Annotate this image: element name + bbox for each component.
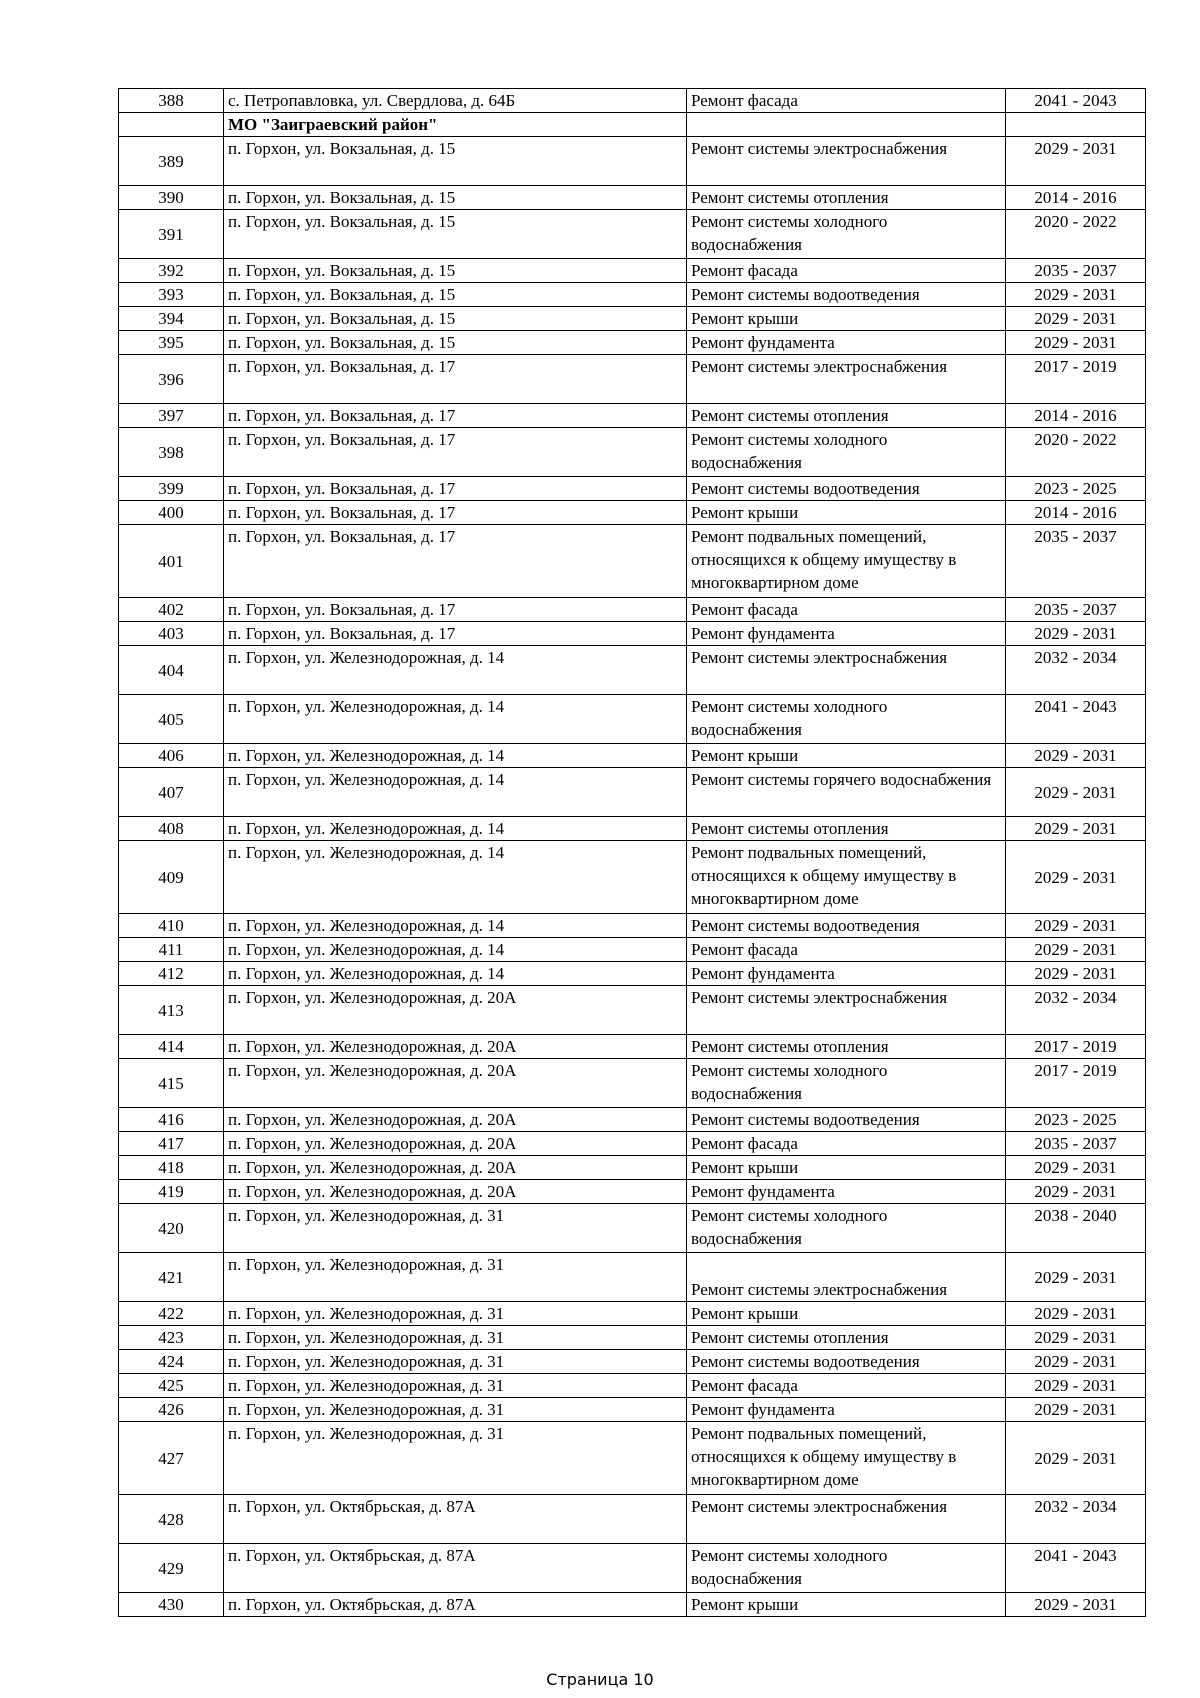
period-cell: 2029 - 2031	[1006, 1374, 1146, 1398]
address-cell: п. Горхон, ул. Железнодорожная, д. 31	[224, 1374, 687, 1398]
work-type-cell: Ремонт системы водоотведения	[687, 477, 1006, 501]
row-number-cell: 422	[119, 1302, 224, 1326]
work-type-cell: Ремонт подвальных помещений, относящихся к общему имуществу в многоквартирном доме	[687, 525, 1006, 598]
row-number-cell: 389	[119, 137, 224, 186]
row-number-cell: 412	[119, 962, 224, 986]
table-row	[119, 841, 1146, 914]
table-row	[119, 598, 1146, 622]
row-number-cell: 403	[119, 622, 224, 646]
address-cell: п. Горхон, ул. Железнодорожная, д. 20А	[224, 1156, 687, 1180]
table-row	[119, 331, 1146, 355]
work-type-cell: Ремонт фундамента	[687, 331, 1006, 355]
table-row	[119, 404, 1146, 428]
table-row	[119, 1593, 1146, 1617]
period-cell: 2029 - 2031	[1006, 744, 1146, 768]
address-cell: п. Горхон, ул. Железнодорожная, д. 14	[224, 841, 687, 914]
row-number-cell: 413	[119, 986, 224, 1035]
period-cell: 2035 - 2037	[1006, 259, 1146, 283]
row-number-cell: 421	[119, 1253, 224, 1302]
address-cell: п. Горхон, ул. Железнодорожная, д. 31	[224, 1302, 687, 1326]
table-row	[119, 646, 1146, 695]
period-cell: 2041 - 2043	[1006, 1544, 1146, 1593]
period-cell	[1006, 113, 1146, 137]
table-row	[119, 501, 1146, 525]
period-cell: 2035 - 2037	[1006, 1132, 1146, 1156]
work-type-cell: Ремонт системы электроснабжения	[687, 355, 1006, 404]
address-cell: п. Горхон, ул. Вокзальная, д. 17	[224, 355, 687, 404]
period-cell: 2032 - 2034	[1006, 1495, 1146, 1544]
address-cell: п. Горхон, ул. Вокзальная, д. 17	[224, 477, 687, 501]
work-type-cell: Ремонт подвальных помещений, относящихся к общему имуществу в многоквартирном доме	[687, 1422, 1006, 1495]
table-row	[119, 307, 1146, 331]
table-row	[119, 1108, 1146, 1132]
table-row	[119, 1156, 1146, 1180]
table-row	[119, 744, 1146, 768]
work-type-cell: Ремонт фасада	[687, 598, 1006, 622]
address-cell: п. Горхон, ул. Железнодорожная, д. 20А	[224, 1108, 687, 1132]
row-number-cell: 416	[119, 1108, 224, 1132]
period-cell: 2023 - 2025	[1006, 1108, 1146, 1132]
address-cell: п. Горхон, ул. Железнодорожная, д. 31	[224, 1398, 687, 1422]
period-cell: 2029 - 2031	[1006, 1180, 1146, 1204]
address-cell: п. Горхон, ул. Железнодорожная, д. 20А	[224, 1035, 687, 1059]
address-cell: п. Горхон, ул. Железнодорожная, д. 31	[224, 1253, 687, 1302]
period-cell: 2041 - 2043	[1006, 695, 1146, 744]
address-cell: п. Горхон, ул. Железнодорожная, д. 31	[224, 1326, 687, 1350]
row-number-cell	[119, 113, 224, 137]
period-cell: 2029 - 2031	[1006, 914, 1146, 938]
work-type-cell: Ремонт крыши	[687, 1156, 1006, 1180]
address-cell: п. Горхон, ул. Железнодорожная, д. 14	[224, 744, 687, 768]
address-cell: п. Горхон, ул. Железнодорожная, д. 31	[224, 1422, 687, 1495]
period-cell: 2035 - 2037	[1006, 525, 1146, 598]
address-cell: п. Горхон, ул. Железнодорожная, д. 14	[224, 695, 687, 744]
address-cell: п. Горхон, ул. Октябрьская, д. 87А	[224, 1544, 687, 1593]
row-number-cell: 397	[119, 404, 224, 428]
period-cell: 2023 - 2025	[1006, 477, 1146, 501]
period-cell: 2029 - 2031	[1006, 817, 1146, 841]
address-cell: п. Горхон, ул. Железнодорожная, д. 14	[224, 646, 687, 695]
work-type-cell: Ремонт фундамента	[687, 1398, 1006, 1422]
section-header-row	[119, 113, 1146, 137]
period-cell: 2032 - 2034	[1006, 986, 1146, 1035]
table-row	[119, 210, 1146, 259]
address-cell: п. Горхон, ул. Железнодорожная, д. 20А	[224, 1132, 687, 1156]
page-number: Страница 10	[546, 1670, 654, 1689]
table-row	[119, 1422, 1146, 1495]
address-cell: п. Горхон, ул. Железнодорожная, д. 20А	[224, 1059, 687, 1108]
row-number-cell: 409	[119, 841, 224, 914]
address-cell: с. Петропавловка, ул. Свердлова, д. 64Б	[224, 89, 687, 113]
row-number-cell: 399	[119, 477, 224, 501]
table-row	[119, 137, 1146, 186]
table-row	[119, 695, 1146, 744]
row-number-cell: 426	[119, 1398, 224, 1422]
period-cell: 2032 - 2034	[1006, 646, 1146, 695]
period-cell: 2041 - 2043	[1006, 89, 1146, 113]
table-row	[119, 622, 1146, 646]
table-body	[119, 89, 1146, 1617]
table-row	[119, 1544, 1146, 1593]
row-number-cell: 405	[119, 695, 224, 744]
address-cell: п. Горхон, ул. Железнодорожная, д. 14	[224, 817, 687, 841]
row-number-cell: 417	[119, 1132, 224, 1156]
table-row	[119, 428, 1146, 477]
period-cell: 2014 - 2016	[1006, 501, 1146, 525]
section-title: МО "Заиграевский район"	[224, 113, 687, 137]
address-cell: п. Горхон, ул. Октябрьская, д. 87А	[224, 1495, 687, 1544]
address-cell: п. Горхон, ул. Вокзальная, д. 15	[224, 210, 687, 259]
period-cell: 2038 - 2040	[1006, 1204, 1146, 1253]
address-cell: п. Горхон, ул. Железнодорожная, д. 20А	[224, 986, 687, 1035]
address-cell: п. Горхон, ул. Вокзальная, д. 17	[224, 622, 687, 646]
period-cell: 2029 - 2031	[1006, 622, 1146, 646]
row-number-cell: 415	[119, 1059, 224, 1108]
address-cell: п. Горхон, ул. Вокзальная, д. 15	[224, 186, 687, 210]
work-type-cell	[687, 113, 1006, 137]
address-cell: п. Горхон, ул. Вокзальная, д. 15	[224, 137, 687, 186]
table-row	[119, 1302, 1146, 1326]
work-type-cell: Ремонт фасада	[687, 1132, 1006, 1156]
work-type-cell: Ремонт системы водоотведения	[687, 1108, 1006, 1132]
work-type-cell: Ремонт крыши	[687, 501, 1006, 525]
work-type-cell: Ремонт системы холодного водоснабжения	[687, 1059, 1006, 1108]
address-cell: п. Горхон, ул. Железнодорожная, д. 20А	[224, 1180, 687, 1204]
work-type-cell: Ремонт крыши	[687, 744, 1006, 768]
work-type-cell: Ремонт системы отопления	[687, 404, 1006, 428]
table-row	[119, 1374, 1146, 1398]
period-cell: 2029 - 2031	[1006, 1398, 1146, 1422]
table-row	[119, 817, 1146, 841]
table-row	[119, 962, 1146, 986]
row-number-cell: 388	[119, 89, 224, 113]
row-number-cell: 404	[119, 646, 224, 695]
row-number-cell: 390	[119, 186, 224, 210]
period-cell: 2029 - 2031	[1006, 938, 1146, 962]
period-cell: 2035 - 2037	[1006, 598, 1146, 622]
row-number-cell: 393	[119, 283, 224, 307]
table-row	[119, 986, 1146, 1035]
row-number-cell: 423	[119, 1326, 224, 1350]
period-cell: 2029 - 2031	[1006, 1302, 1146, 1326]
table-row	[119, 186, 1146, 210]
work-type-cell: Ремонт системы холодного водоснабжения	[687, 210, 1006, 259]
address-cell: п. Горхон, ул. Вокзальная, д. 15	[224, 307, 687, 331]
address-cell: п. Горхон, ул. Вокзальная, д. 15	[224, 283, 687, 307]
period-cell: 2029 - 2031	[1006, 841, 1146, 914]
period-cell: 2029 - 2031	[1006, 283, 1146, 307]
row-number-cell: 394	[119, 307, 224, 331]
row-number-cell: 398	[119, 428, 224, 477]
address-cell: п. Горхон, ул. Железнодорожная, д. 31	[224, 1204, 687, 1253]
period-cell: 2029 - 2031	[1006, 1350, 1146, 1374]
table-row	[119, 1350, 1146, 1374]
table-row	[119, 1059, 1146, 1108]
row-number-cell: 410	[119, 914, 224, 938]
period-cell: 2017 - 2019	[1006, 1035, 1146, 1059]
row-number-cell: 395	[119, 331, 224, 355]
row-number-cell: 406	[119, 744, 224, 768]
work-type-cell: Ремонт крыши	[687, 1302, 1006, 1326]
period-cell: 2029 - 2031	[1006, 1326, 1146, 1350]
period-cell: 2029 - 2031	[1006, 137, 1146, 186]
period-cell: 2029 - 2031	[1006, 962, 1146, 986]
period-cell: 2029 - 2031	[1006, 1593, 1146, 1617]
work-type-cell: Ремонт системы водоотведения	[687, 1350, 1006, 1374]
table-row	[119, 89, 1146, 113]
table-row	[119, 355, 1146, 404]
table-row	[119, 525, 1146, 598]
period-cell: 2029 - 2031	[1006, 331, 1146, 355]
row-number-cell: 411	[119, 938, 224, 962]
work-type-cell: Ремонт системы водоотведения	[687, 914, 1006, 938]
address-cell: п. Горхон, ул. Железнодорожная, д. 14	[224, 938, 687, 962]
address-cell: п. Горхон, ул. Вокзальная, д. 17	[224, 428, 687, 477]
table-row	[119, 938, 1146, 962]
work-type-cell: Ремонт системы отопления	[687, 1035, 1006, 1059]
work-type-cell: Ремонт системы электроснабжения	[687, 1253, 1006, 1302]
work-type-cell: Ремонт системы отопления	[687, 817, 1006, 841]
period-cell: 2029 - 2031	[1006, 768, 1146, 817]
work-type-cell: Ремонт подвальных помещений, относящихся к общему имуществу в многоквартирном доме	[687, 841, 1006, 914]
address-cell: п. Горхон, ул. Октябрьская, д. 87А	[224, 1593, 687, 1617]
period-cell: 2029 - 2031	[1006, 1156, 1146, 1180]
address-cell: п. Горхон, ул. Вокзальная, д. 17	[224, 525, 687, 598]
work-type-cell: Ремонт фундамента	[687, 962, 1006, 986]
work-type-cell: Ремонт системы горячего водоснабжения	[687, 768, 1006, 817]
period-cell: 2014 - 2016	[1006, 186, 1146, 210]
work-type-cell: Ремонт крыши	[687, 307, 1006, 331]
address-cell: п. Горхон, ул. Железнодорожная, д. 14	[224, 914, 687, 938]
table-row	[119, 1253, 1146, 1302]
table-row	[119, 1132, 1146, 1156]
address-cell: п. Горхон, ул. Вокзальная, д. 15	[224, 259, 687, 283]
table-row	[119, 1180, 1146, 1204]
work-type-cell: Ремонт фасада	[687, 89, 1006, 113]
work-type-cell: Ремонт системы холодного водоснабжения	[687, 1204, 1006, 1253]
row-number-cell: 429	[119, 1544, 224, 1593]
row-number-cell: 420	[119, 1204, 224, 1253]
row-number-cell: 418	[119, 1156, 224, 1180]
work-type-cell: Ремонт системы холодного водоснабжения	[687, 695, 1006, 744]
table-row	[119, 259, 1146, 283]
address-cell: п. Горхон, ул. Железнодорожная, д. 14	[224, 962, 687, 986]
table-row	[119, 1398, 1146, 1422]
table-row	[119, 283, 1146, 307]
row-number-cell: 407	[119, 768, 224, 817]
row-number-cell: 425	[119, 1374, 224, 1398]
address-cell: п. Горхон, ул. Железнодорожная, д. 31	[224, 1350, 687, 1374]
period-cell: 2029 - 2031	[1006, 1422, 1146, 1495]
row-number-cell: 424	[119, 1350, 224, 1374]
row-number-cell: 430	[119, 1593, 224, 1617]
work-type-cell: Ремонт фасада	[687, 1374, 1006, 1398]
work-type-cell: Ремонт системы водоотведения	[687, 283, 1006, 307]
work-type-cell: Ремонт системы отопления	[687, 1326, 1006, 1350]
address-cell: п. Горхон, ул. Вокзальная, д. 17	[224, 404, 687, 428]
address-cell: п. Горхон, ул. Вокзальная, д. 15	[224, 331, 687, 355]
period-cell: 2020 - 2022	[1006, 428, 1146, 477]
table-row	[119, 768, 1146, 817]
period-cell: 2020 - 2022	[1006, 210, 1146, 259]
row-number-cell: 414	[119, 1035, 224, 1059]
work-type-cell: Ремонт системы электроснабжения	[687, 1495, 1006, 1544]
work-type-cell: Ремонт фасада	[687, 938, 1006, 962]
work-type-cell: Ремонт фундамента	[687, 1180, 1006, 1204]
table-row	[119, 1035, 1146, 1059]
period-cell: 2029 - 2031	[1006, 307, 1146, 331]
table-row	[119, 1326, 1146, 1350]
row-number-cell: 408	[119, 817, 224, 841]
repair-schedule-table	[118, 88, 1146, 1617]
period-cell: 2014 - 2016	[1006, 404, 1146, 428]
row-number-cell: 428	[119, 1495, 224, 1544]
row-number-cell: 392	[119, 259, 224, 283]
address-cell: п. Горхон, ул. Железнодорожная, д. 14	[224, 768, 687, 817]
table-row	[119, 914, 1146, 938]
work-type-cell: Ремонт системы отопления	[687, 186, 1006, 210]
work-type-cell: Ремонт системы электроснабжения	[687, 137, 1006, 186]
row-number-cell: 400	[119, 501, 224, 525]
work-type-cell: Ремонт системы холодного водоснабжения	[687, 428, 1006, 477]
work-type-cell: Ремонт фундамента	[687, 622, 1006, 646]
work-type-cell: Ремонт крыши	[687, 1593, 1006, 1617]
row-number-cell: 419	[119, 1180, 224, 1204]
row-number-cell: 391	[119, 210, 224, 259]
address-cell: п. Горхон, ул. Вокзальная, д. 17	[224, 501, 687, 525]
row-number-cell: 402	[119, 598, 224, 622]
address-cell: п. Горхон, ул. Вокзальная, д. 17	[224, 598, 687, 622]
table-row	[119, 477, 1146, 501]
period-cell: 2017 - 2019	[1006, 1059, 1146, 1108]
row-number-cell: 396	[119, 355, 224, 404]
row-number-cell: 401	[119, 525, 224, 598]
work-type-cell: Ремонт фасада	[687, 259, 1006, 283]
work-type-cell: Ремонт системы холодного водоснабжения	[687, 1544, 1006, 1593]
work-type-cell: Ремонт системы электроснабжения	[687, 646, 1006, 695]
period-cell: 2029 - 2031	[1006, 1253, 1146, 1302]
work-type-cell: Ремонт системы электроснабжения	[687, 986, 1006, 1035]
table-row	[119, 1204, 1146, 1253]
row-number-cell: 427	[119, 1422, 224, 1495]
table-row	[119, 1495, 1146, 1544]
period-cell: 2017 - 2019	[1006, 355, 1146, 404]
